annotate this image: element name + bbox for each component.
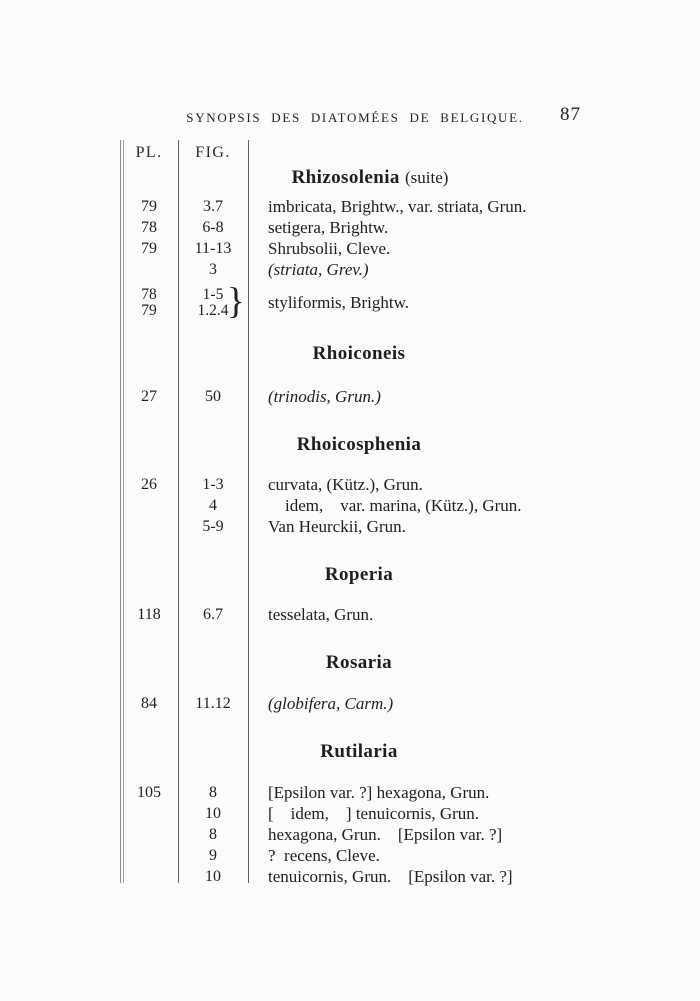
fig-value: 4 <box>209 497 217 514</box>
genus-heading-rhoiconeis <box>120 342 620 366</box>
running-head-title: SYNOPSIS DES DIATOMÉES DE BELGIQUE. <box>186 110 524 125</box>
fig-value: 6-8 <box>202 219 224 236</box>
pl-value: 26 <box>141 476 157 493</box>
species-name: tesselata, Grun. <box>268 605 374 624</box>
genus-heading-rosaria <box>120 651 620 675</box>
species-name: [Epsilon var. ?] hexagona, Grun. <box>268 783 490 802</box>
species-name: curvata, (Kütz.), Grun. <box>268 475 423 494</box>
species-name: idem, var. marina, (Kütz.), Grun. <box>268 496 522 515</box>
genus-name: Rhoicosphenia <box>296 434 422 455</box>
fig-value: 9 <box>209 847 217 864</box>
pl-value <box>120 845 178 866</box>
species-name: [ idem, ] tenuicornis, Grun. <box>268 804 480 823</box>
table-row <box>120 693 620 714</box>
genus-name: Rosaria <box>325 652 393 673</box>
pl-value: 79 <box>141 302 157 319</box>
fig-value: 1.2.4 <box>197 302 229 319</box>
species-name: styliformis, Brightw. <box>268 293 410 312</box>
table-row <box>120 782 620 803</box>
fig-value: 1-5 <box>202 286 224 303</box>
rows-rutilaria <box>120 782 620 887</box>
rows-rhoicosphenia <box>120 474 620 537</box>
species-name: Van Heurckii, Grun. <box>268 517 406 536</box>
fig-value: 8 <box>209 784 217 801</box>
table-row <box>120 803 620 824</box>
pl-value <box>120 824 178 845</box>
fig-value: 3 <box>209 261 217 278</box>
table-row <box>120 495 620 516</box>
pl-value: 78 <box>141 286 157 303</box>
table-row <box>120 474 620 495</box>
column-header-row <box>120 140 620 166</box>
pl-value <box>120 259 178 280</box>
pl-value: 79 <box>141 240 157 257</box>
species-name: setigera, Brightw. <box>268 218 389 237</box>
genus-name: Rhoiconeis <box>312 343 406 364</box>
synopsis-table <box>120 140 620 886</box>
pl-value: 79 <box>141 198 157 215</box>
species-name: imbricata, Brightw., var. striata, Grun. <box>268 197 527 216</box>
pl-value: 105 <box>137 784 161 801</box>
genus-name: Rutilaria <box>320 741 398 762</box>
rows-rhoiconeis <box>120 386 620 407</box>
table-row <box>120 824 620 845</box>
species-name: tenuicornis, Grun. [Epsilon var. ?] <box>268 867 513 886</box>
pl-value <box>120 516 178 537</box>
table-row <box>120 604 620 625</box>
table-row-group-styliformis <box>120 281 620 322</box>
species-name: (striata, Grev.) <box>268 260 369 279</box>
fig-value: 3.7 <box>203 198 223 215</box>
genus-name: Roperia <box>324 564 394 585</box>
pl-value: 27 <box>141 388 157 405</box>
fig-value: 11-13 <box>194 240 232 257</box>
genus-heading-rutilaria <box>120 740 620 764</box>
fig-value: 50 <box>205 388 221 405</box>
fig-value: 10 <box>205 805 221 822</box>
table-row <box>120 196 620 217</box>
table-row <box>120 516 620 537</box>
pl-values <box>120 286 178 320</box>
species-name: (trinodis, Grun.) <box>268 387 381 406</box>
table-row <box>120 386 620 407</box>
rows-roperia <box>120 604 620 625</box>
genus-suffix: (suite) <box>404 168 449 187</box>
genus-heading-rhoicosphenia <box>120 433 620 457</box>
fig-value: 1-3 <box>202 476 224 493</box>
rows-rhizosolenia <box>120 196 620 280</box>
genus-heading-rhizosolenia <box>120 166 620 190</box>
pl-value: 118 <box>137 606 161 623</box>
pl-value <box>120 803 178 824</box>
fig-value: 11.12 <box>195 695 231 712</box>
genus-heading-roperia <box>120 563 620 587</box>
fig-value: 6.7 <box>203 606 223 623</box>
table-row <box>120 217 620 238</box>
table-row <box>120 866 620 887</box>
pl-value <box>120 495 178 516</box>
pl-value: 84 <box>141 695 157 712</box>
species-name: ? recens, Cleve. <box>268 846 380 865</box>
grouping-brace: } <box>227 281 245 322</box>
page-number: 87 <box>560 104 581 125</box>
table-row <box>120 238 620 259</box>
fig-value: 10 <box>205 868 221 885</box>
fig-value: 8 <box>209 826 217 843</box>
pl-value: 78 <box>141 219 157 236</box>
species-name: (globifera, Carm.) <box>268 694 394 713</box>
col-header-fig: FIG. <box>195 144 231 161</box>
fig-value: 5-9 <box>202 518 224 535</box>
table-row <box>120 845 620 866</box>
col-header-pl: PL. <box>135 144 163 161</box>
table-row <box>120 259 620 280</box>
species-name: hexagona, Grun. [Epsilon var. ?] <box>268 825 503 844</box>
genus-name: Rhizosolenia <box>291 167 400 188</box>
species-name: Shrubsolii, Cleve. <box>268 239 391 258</box>
table-content <box>120 140 620 887</box>
rows-rosaria <box>120 693 620 714</box>
pl-value <box>120 866 178 887</box>
